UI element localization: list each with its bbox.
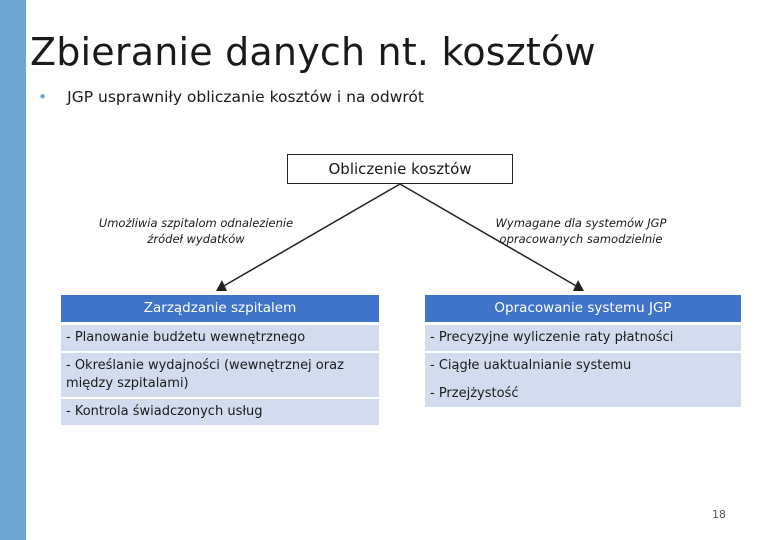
root-node: Obliczenie kosztów [287,154,513,184]
bullet-text: JGP usprawniły obliczanie kosztów i na odwrót [67,88,424,106]
right-column-header: Opracowanie systemu JGP [425,295,741,322]
right-item [425,353,741,407]
left-column-header: Zarządzanie szpitalem [61,295,379,322]
right-item-text: - Ciągłe uaktualnianie systemu [430,358,632,373]
right-item-text: - Przejżystość [430,386,519,401]
slide-title: Zbieranie danych nt. kosztów [30,30,596,74]
bullet-dot-icon: • [38,88,48,106]
page-number: 18 [712,508,726,521]
edge-label-left: Umożliwia szpitalom odnalezienie źródeł wydatków [98,216,294,246]
right-item: - Precyzyjne wyliczenie raty płatności [425,325,741,351]
edge-label-right: Wymagane dla systemów JGP opracowanych samodzielnie [495,216,667,246]
left-item: - Kontrola świadczonych usług [61,399,379,425]
left-item: - Określanie wydajności (wewnętrznej oraz między szpitalami) [61,353,379,397]
right-column [425,295,741,409]
left-item: - Planowanie budżetu wewnętrznego [61,325,379,351]
left-column [61,295,379,427]
